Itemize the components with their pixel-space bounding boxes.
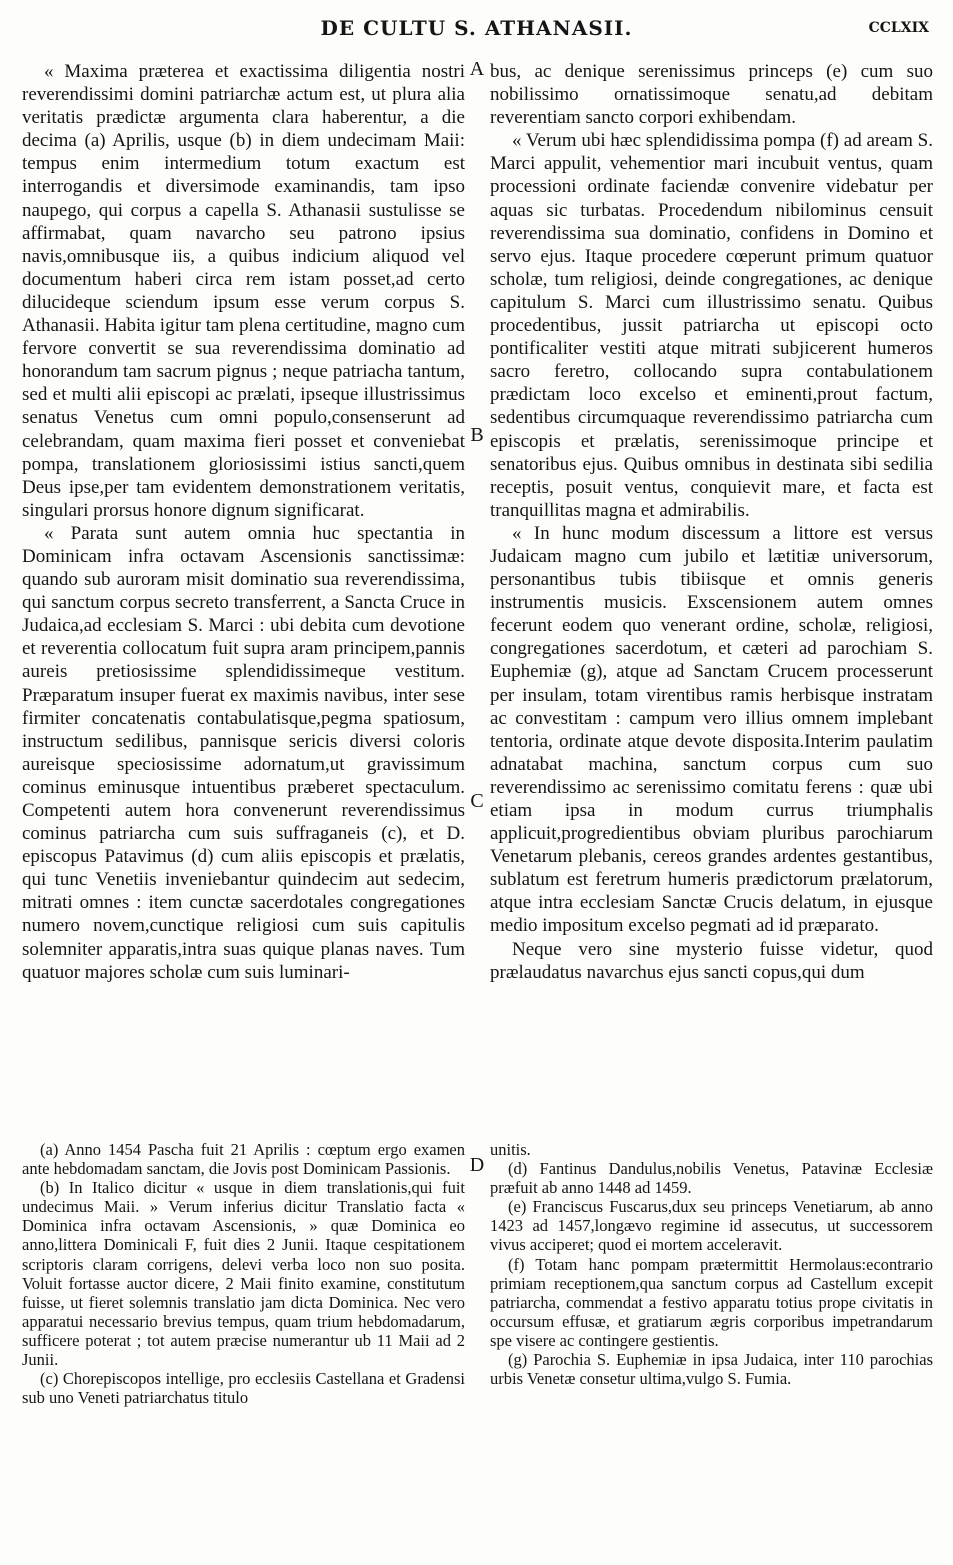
footnote: (a) Anno 1454 Pascha fuit 21 Aprilis : cœptum ergo examen ante hebdomadam sanctam, die Jovis post Dominicam Passionis. xyxy=(22,1140,465,1179)
paragraph: « Parata sunt autem omnia huc spectantia in Dominicam infra octavam Ascensionis sanctissimæ: quando sub auroram misit dominatio sua reverendissima, qui sanctum corpus secreto transferrent, a Sancta Cruce in Judaica,ad ecclesiam S. Marci : ubi debita cum devotione et reverentia collocatum fuit supra aram principem,pannis aureis pretiosissime splendidissimeque vestitum. Præparatum insuper fuerat ex maximis navibus, inter sese firmiter concatenatis contabulatisque,pegma spatiosum, instructum sedilibus, pannisque sericis diversi coloris aureisque speciosissime adornatum,ut gravissimum cominus eminusque intuentibus præberet spectaculum. Competenti autem hora convenerunt reverendissimus cominus patriarcha cum suis suffraganeis (c), et D. episcopus Patavimus (d) cum aliis episcopis et prælatis, qui tunc Venetiis inveniebantur quindecim aut sedecim, mitrati omnes : item cunctæ sacerdotales congregationes numero novem,cunctique religiosi cum suis capitulis solemniter apparatis,intra suas quique planas naves. Tum quatuor majores scholæ cum suis luminari- xyxy=(22,522,465,983)
footnotes-right xyxy=(490,1140,933,1540)
page-number: CCLXIX xyxy=(868,20,929,36)
left-column xyxy=(22,60,465,1098)
margin-marker-b: B xyxy=(470,424,484,446)
running-title: DE CULTU S. ATHANASII. xyxy=(320,16,633,40)
footnote: (g) Parochia S. Euphemiæ in ipsa Judaica, inter 110 parochias urbis Venetæ consetur ultima,vulgo S. Fumia. xyxy=(490,1350,933,1389)
page-header xyxy=(0,16,953,52)
paragraph: « In hunc modum discessum a littore est versus Judaicam magno cum jubilo et lætitiæ universorum, personantibus tubis tibiisque et omnis generis instrumentis musicis. Exscensionem autem omnes fecerunt eodem quo venerant ordine, scholæ, religiosi, congregationes sacerdotum, et cæteri ad parochiam S. Euphemiæ (g), atque ad Sanctam Crucem processerunt per insulam, totam virentibus ramis herbisque instratam ac convestitam : campum vero illius omnem implebant tentoria, ordinate atque devote disposita.Interim paulatim adnatabat machina, sanctum corpus cum suo reverendissimo ac serenissimo comitatu ferens : quæ ubi etiam ipsa in modum currus triumphalis applicuit,progredientibus obviam pluribus parochiarum Venetarum plebanis, cereos grandes ardentes gestantibus, sublatum est feretrum humeris prædictorum prælatorum, atque intra ecclesiam Sanctæ Crucis delatum, in ejusque medio impositum excelso pegmati ad id præparato. xyxy=(490,522,933,937)
margin-marker-d: D xyxy=(469,1154,485,1176)
paragraph: Neque vero sine mysterio fuisse videtur, quod prælaudatus navarchus ejus sancti copus,qui dum xyxy=(490,938,933,983)
paragraph: « Maxima præterea et exactissima diligentia nostri reverendissimi domini patriarchæ actum est, ut plura alia veritatis prædictæ argumenta clara haberentur, a die decima (a) Aprilis, usque (b) in diem undecimam Maii: tempus enim intermedium totum exactum est interrogandis et diversimode examinandis, tam ipso naupego, qui corpus a capella S. Athanasii sustulisse se affirmabat, quam navarcho seu patrono ipsius navis,omnibusque iis, a quibus indicium aliquod vel documentum haberi circa rem istam posset,ad certo dilucideque sciendum ipsum esse verum corpus S. Athanasii. Habita igitur tam plena certitudine, magno cum fervore convertit se sua reverendissima dominatio ad honorandum tam sacrum pignus ; neque patriacha tantum, sed et multi alii episcopi ac prælati, ipseque illustrissimus senatus Venetus cum omni populo,consenserunt ad celebrandam, quam maxima fieri posset et conveniebat pompa, translationem gloriosissimi istius sancti,quem Deus ipse,per tam evidentem demonstrationem veritatis, singulari prorsus honore dignum significarat. xyxy=(22,61,465,521)
margin-marker-a: A xyxy=(469,58,485,80)
footnotes-left xyxy=(22,1140,465,1540)
footnote: (e) Franciscus Fuscarus,dux seu princeps Venetiarum, ab anno 1423 ad 1457,longævo regimine id assecutus, ut successorem vivus acciperet; quod ei mortem acceleravit. xyxy=(490,1197,933,1255)
footnote-continuation: unitis. xyxy=(490,1140,531,1159)
footnote: (f) Totam hanc pompam prætermittit Hermolaus:econtrario primiam receptionem,qua sanctum corpus ad Castellum excepit patriarcha, commendat a festivo apparatu totius prope civitatis in occursum effusæ, et gratiarum ægris corporibus impetrandarum spe visere ac contingere gestientis. xyxy=(490,1254,933,1350)
margin-marker-c: C xyxy=(470,790,484,812)
footnote: (b) In Italico dicitur « usque in diem translationis,qui fuit undecimus Maii. » Verum inferius dicitur Translatio facta « Dominica infra octavam Ascensionis, » quæ Dominica eo anno,littera Dominicali F, fuit dies 2 Junii. Itaque cespitationem scriptoris claram corrigens, delevi verba loco non suo posita. Voluit fortasse auctor dicere, 2 Maii finito examine, constitutum fuisse, ut fieret solemnis translatio jam dicta Dominica. Nec vero apparatui necessario brevius tempus, quam trium hebdomadarum, sufficere poterat ; tot autem præcise numerantur ub 11 Maii ad 2 Junii. xyxy=(22,1178,465,1370)
right-column xyxy=(490,60,933,1098)
footnote: (c) Chorepiscopos intellige, pro ecclesiis Castellana et Gradensi sub uno Veneti patriarchatus titulo xyxy=(22,1369,465,1408)
paragraph: bus, ac denique serenissimus princeps (e) cum suo nobilissimo ornatissimoque senatu,ad debitam reverentiam sancto corpori exhibendam. xyxy=(490,61,933,129)
footnote: (d) Fantinus Dandulus,nobilis Venetus, Patavinæ Ecclesiæ præfuit ab anno 1448 ad 1459. xyxy=(490,1159,933,1198)
paragraph: « Verum ubi hæc splendidissima pompa (f) ad aream S. Marci appulit, vehementior mari incubuit ventus, quam processioni ordinate faciendæ convenire videbatur per aquas sic turbatas. Procedendum nibilominus censuit reverendissima sua dominatio, confidens in Domino et servo ejus. Itaque procedere cœperunt primum quatuor scholæ, tum religiosi, deinde congregationes, ac denique capitulum S. Marci cum illustrissimo senatu. Quibus procedentibus, jussit patriarcha ut episcopi octo pontificaliter vestiti atque mitrati subjicerent humeros sacro feretro, collocando supra contabulationem prædictam loco excelso et eminenti,prout factum, sedentibus circumquaque reverendissimo patriarcha cum episcopis et prælatis, serenissimoque principe et senatoribus ejus. Quibus omnibus in destinata sibi sedilia receptis, posuit ventus, conquievit mare, et facta est tranquillitas magna et admirabilis. xyxy=(490,130,933,521)
